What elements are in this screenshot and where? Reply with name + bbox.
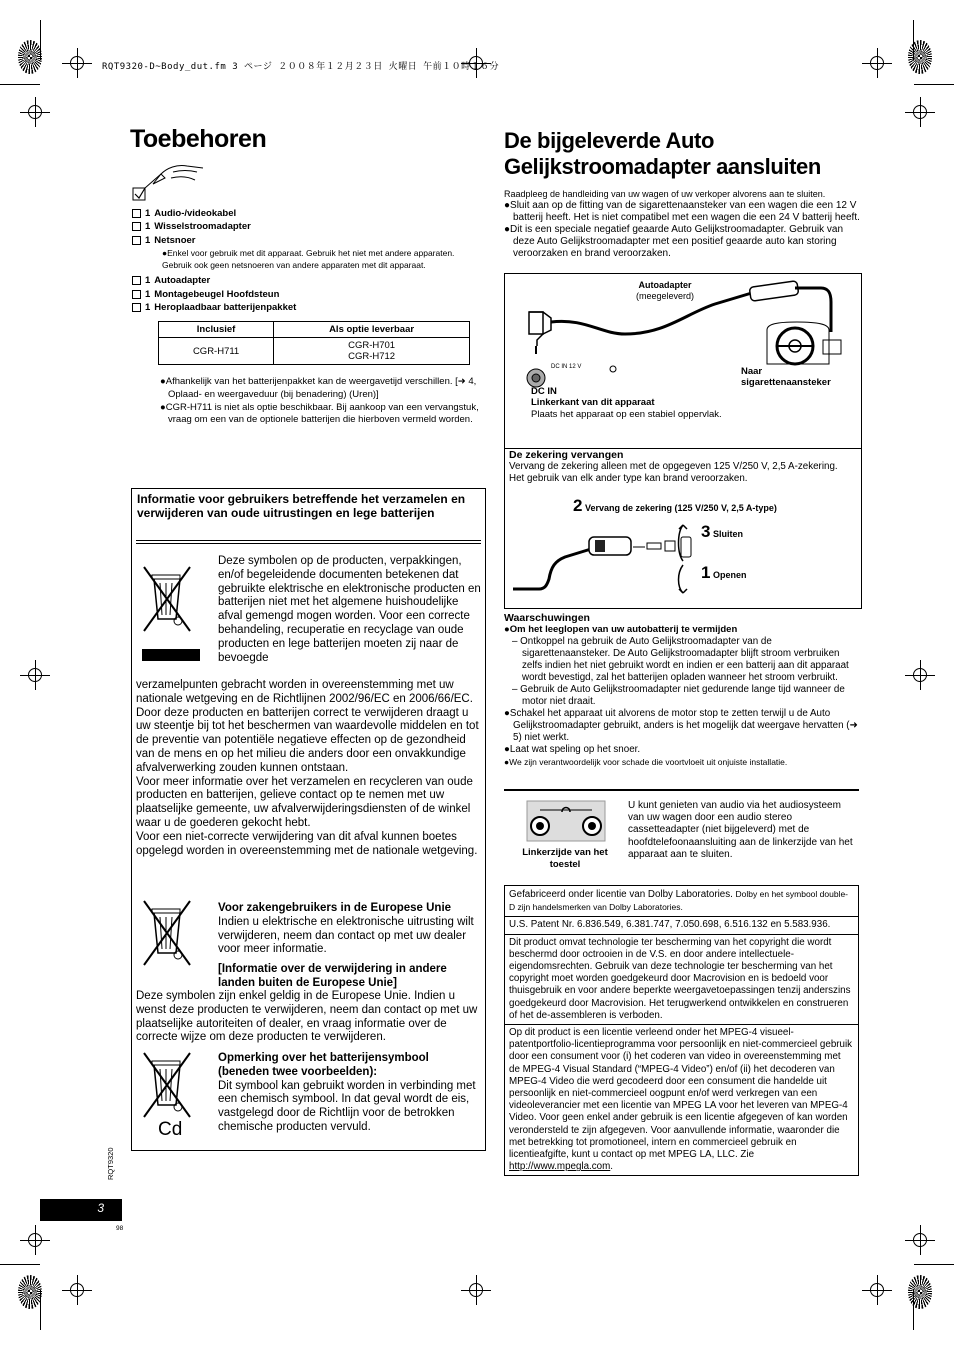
disposal-text-side: Deze symbolen op de producten, verpakkingen, en/of begeleidende documenten betekenen dat gebruikte elektrische en elektronische producten en batterijen niet met het algemene huishoudelijke afval gemengd mogen worden. Voor een correcte behandeling, recuperatie en recyclage van oude producten en lege batterijen moeten zij naar de bevoegde [218, 555, 481, 664]
checkbox-icon [132, 236, 141, 245]
crop-line [0, 1264, 40, 1265]
autoadapter-label: Autoadapter (meegeleverd) [635, 280, 695, 301]
checkbox-icon [132, 276, 141, 285]
page-title: Toebehoren [130, 125, 267, 153]
fuse-replacement [504, 449, 862, 609]
list-item: 1 Montagebeugel Hoofdsteun [132, 289, 482, 300]
crossed-bin-icon [140, 895, 194, 971]
step-1: 1 Openen [701, 563, 747, 582]
checkbox-icon [132, 209, 141, 218]
crop-line [913, 20, 914, 60]
crop-line [40, 20, 41, 60]
registration-mark-icon [20, 660, 50, 690]
fuse-text: Vervang de zekering alleen met de opgegeven 125 V/250 V, 2,5 A-zekering. Het gebruik van elk ander type kan brand veroorzaken. [509, 461, 838, 484]
fuse-title: De zekering vervangen [509, 449, 624, 461]
file-header: RQT9320-D~Body_dut.fm 3 ページ ２００８年１２月２３日 火曜日 午前１０時１６分 [102, 62, 500, 72]
warnings: Waarschuwingen ●Om het leeglopen van uw autobatterij te vermijden – Ontkoppel na gebruik de Auto Gelijkstroomadapter van de sigarettenaansteker. De Auto Gelijkstroomadapter blijft stroom verbruiken zelfs indien het niet gebruikt wordt en indien er een batterij aan dit apparaat wordt bevestigd, zal het batterijen opladen wanneer het stroom verbruikt. – Gebruik de Auto Gelijkstroomadapter niet gedurende lange tijd wanneer de motor niet draait. ●Schakel het apparaat uit alvorens de motor stop te zetten terwijl u de Auto Gelijkstroomadapter gebruikt, anders is het mogelijk dat weergave hervatten (➜ 5) niet werkt. ●Laat wat speling op het snoer. ●We zijn verantwoordelijk voor schade die voortvloeit uit onjuiste installatie. [504, 612, 858, 767]
checkbox-icon [132, 222, 141, 231]
registration-mark-icon [461, 1275, 491, 1305]
licence-macrovision: Dit product omvat technologie ter bescherming van het copyright die wordt beschermd door octrooien in de V.S. en door andere intellectuele-eigendomsrechten. Gebruik van deze technologie ter bescherming van het copyright moet worden goedgekeurd door Macrovision en is bedoeld voor thuisgebruik en voor andere beperkte weergavetoepassingen tenzij anderszins goedgekeurd door Macrovision. Het terugwerkend ontwikkelen en construeren of het de-assembleren is verboden. [505, 935, 858, 1025]
crop-line [0, 84, 40, 85]
color-bar-icon [908, 40, 932, 74]
disposal-text: verzamelpunten gebracht worden in overeenstemming met uw nationale wetgeving en de Richtlijnen 2002/96/EC en 2006/66/EC. Door deze producten en batterijen correct te verwijderen draagt u uw steentje bij tot het beschermen van waardevolle middelen en tot de preventie van potentiële negatieve effecten op de gezondheid van de mens en op het milieu die anders door een onvakkundige afvalverwerking zouden kunnen ontstaan. Voor meer informatie over het verzamelen en recycleren van oude producten en batterijen, gelieve contact op te nemen met uw plaatselijke gemeente, uw afvalverwijderingsdiensten of de winkel waar u de goederen gekocht hebt. Voor een niet-correcte verwijdering van dit afval kunnen boetes opgelegd worden in overeenstemming met de nationale wetgeving. [136, 679, 479, 857]
divider [136, 543, 481, 544]
registration-mark-icon [20, 97, 50, 127]
registration-mark-icon [62, 48, 92, 78]
list-item: 1 Netsnoer [132, 235, 482, 246]
crossed-bin-icon [140, 1047, 194, 1123]
accessory-list [132, 208, 482, 315]
color-bar-icon [908, 1275, 932, 1309]
registration-mark-icon [905, 1225, 935, 1255]
checkbox-icon [132, 290, 141, 299]
disposal-info-box [131, 488, 486, 1151]
hand-check-icon [131, 160, 209, 204]
netsnoer-note: ●Enkel voor gebruik met dit apparaat. Gebruik het niet met andere apparaten. Gebruik ook geen netsnoeren van andere apparaten met dit apparaat. [162, 248, 455, 270]
page-number: 3 [40, 1199, 122, 1221]
audio-caption: Linkerzijde van het toestel [522, 847, 608, 870]
crop-line [913, 1290, 914, 1330]
headphone-jack-icon [526, 800, 606, 842]
crop-line [40, 1290, 41, 1330]
audio-text: U kunt genieten van audio via het audiosysteem van uw wagen door een audio stereo cassetteadapter (niet bijgeleverd) met de hoofdtelefoonaansluiting aan de linkerzijde van het apparaat aan te sluiten. [628, 800, 853, 860]
table-header: Inclusief [159, 322, 274, 338]
small-number: 98 [116, 1225, 124, 1232]
crop-line [914, 84, 954, 85]
crop-line [914, 1264, 954, 1265]
licence-box [504, 885, 859, 1176]
list-item: 1 Autoadapter [132, 275, 482, 286]
step-3: 3 Sluiten [701, 522, 743, 541]
section-title: De bijgeleverde Auto Gelijkstroomadapter aansluiten [504, 128, 821, 179]
registration-mark-icon [862, 1275, 892, 1305]
registration-mark-icon [20, 1225, 50, 1255]
business-users: Voor zakengebruikers in de Europese Unie Indien u elektrische en elektronische uitrusting wilt verwijderen, neem dan contact op met uw dealer voor meer informatie. [Informatie over de verwijdering in andere landen buiten de Europese Unie] [218, 902, 474, 989]
step-2: 2 Vervang de zekering (125 V/250 V, 2,5 A-type) [573, 496, 777, 515]
table-cell: CGR-H711 [159, 338, 274, 365]
other-countries-text: Deze symbolen zijn enkel geldig in de Europese Unie. Indien u wenst deze producten te verwijderen, neem dan contact op met uw plaatselijke autoriteiten of dealer, en vraag informatie over de correcte wijze om deze producten te verwijderen. [136, 990, 478, 1044]
note-text: ●CGR-H711 is niet als optie beschikbaar. Bij aankoop van een vervangstuk, vraag om een van de optionele batterijen die hierboven vermeld worden. [160, 401, 479, 426]
color-bar-icon [18, 40, 42, 74]
registration-mark-icon [862, 48, 892, 78]
registration-mark-icon [905, 97, 935, 127]
cigarette-label: Naar sigarettenaansteker [741, 366, 831, 389]
checkbox-icon [132, 303, 141, 312]
list-item: 1 Heroplaadbaar batterijenpakket [132, 302, 482, 313]
note-text: ●Afhankelijk van het batterijenpakket kan de weergavetijd verschillen. [➜ 4, Oplaad- en weergaveduur (bij benadering) (Uren)] [160, 376, 477, 400]
dcin-small-label: DC IN 12 V [551, 364, 582, 370]
color-bar-icon [18, 1275, 42, 1309]
black-bar [142, 649, 200, 661]
connection-diagram [504, 273, 862, 449]
battery-symbol-note: Opmerking over het batterijensymbool (beneden twee voorbeelden): Dit symbool kan gebruikt worden in verbinding met een chemisch symbool. In dat geval wordt de eis, vastgelegd door de Richtlijn voor de betrokken chemische producten vervuld. [218, 1052, 476, 1133]
registration-mark-icon [905, 660, 935, 690]
battery-notes [160, 376, 480, 427]
list-item: 1 Wisselstroomadapter [132, 221, 482, 232]
list-item: 1 Audio-/videokabel [132, 208, 482, 219]
rqt-code: RQT9320 [106, 1147, 115, 1180]
intro-block: Raadpleeg de handleiding van uw wagen of uw verkoper alvorens aan te sluiten. ●Sluit aan op de fitting van de sigarettenaansteker van een wagen die een 12 V batterij heeft. Het is niet compatibel met een wagen die een 24 V batterij heeft. ●Dit is een speciale negatief geaarde Auto Gelijkstroomadapter. Gebruik van deze Auto Gelijkstroomadapter met een positief geaarde auto kan storing veroorzaken en brand veroorzaken. [504, 189, 860, 259]
crossed-bin-icon [140, 561, 194, 637]
battery-table [158, 321, 470, 365]
infobox-title: Informatie voor gebruikers betreffende het verzamelen en verwijderen van oude uitrustingen en lege batterijen [137, 492, 466, 521]
registration-mark-icon [62, 1275, 92, 1305]
licence-patent: U.S. Patent Nr. 6.836.549, 6.381.747, 7.050.698, 6.516.132 en 5.583.936. [505, 917, 858, 934]
mpegla-link[interactable]: http://www.mpegla.com [509, 1161, 611, 1173]
dcin-label: DC IN Linkerkant van dit apparaat Plaats het apparaat op een stabiel oppervlak. [531, 386, 722, 420]
fuse-plug-icon [505, 509, 861, 609]
divider [504, 789, 859, 791]
cd-symbol: Cd [158, 1119, 183, 1140]
table-cell: CGR-H701 CGR-H712 [274, 338, 470, 365]
licence-dolby: Gefabriceerd onder licentie van Dolby Laboratories. Dolby en het symbool double-D zijn handelsmerken van Dolby Laboratories. [505, 886, 858, 917]
licence-mpeg: Op dit product is een licentie verleend onder het MPEG-4 visueel-patentportfolio-licentieprogramma voor persoonlijk en niet-commercieel gebruik door een consument voor (i) het coderen van video in overeenstemming met de MPEG-4 Visual Standard (“MPEG-4 Video”) en/of (ii) het decoderen van MPEG-4 Video die werd gecodeerd door een consument die handelde uit persoonlijk en niet-commercieel oogpunt en/of werd verkregen van een videoleverancier met een licentie van MPEG LA voor het leveren van MPEG-4 Video. Voor geen enkel ander gebruik is een licentie afgegeven of kan worden verondersteld te zijn afgegeven. Voor aanvullende informatie, waaronder die met betrekking tot promotioneel, intern en commercieel gebruik en licentieafgifte, kunt u contact op met MPEG LA, LLC. Zie http://www.mpegla.com. [509, 1027, 853, 1173]
table-header: Als optie leverbaar [274, 322, 470, 338]
divider [136, 540, 481, 541]
